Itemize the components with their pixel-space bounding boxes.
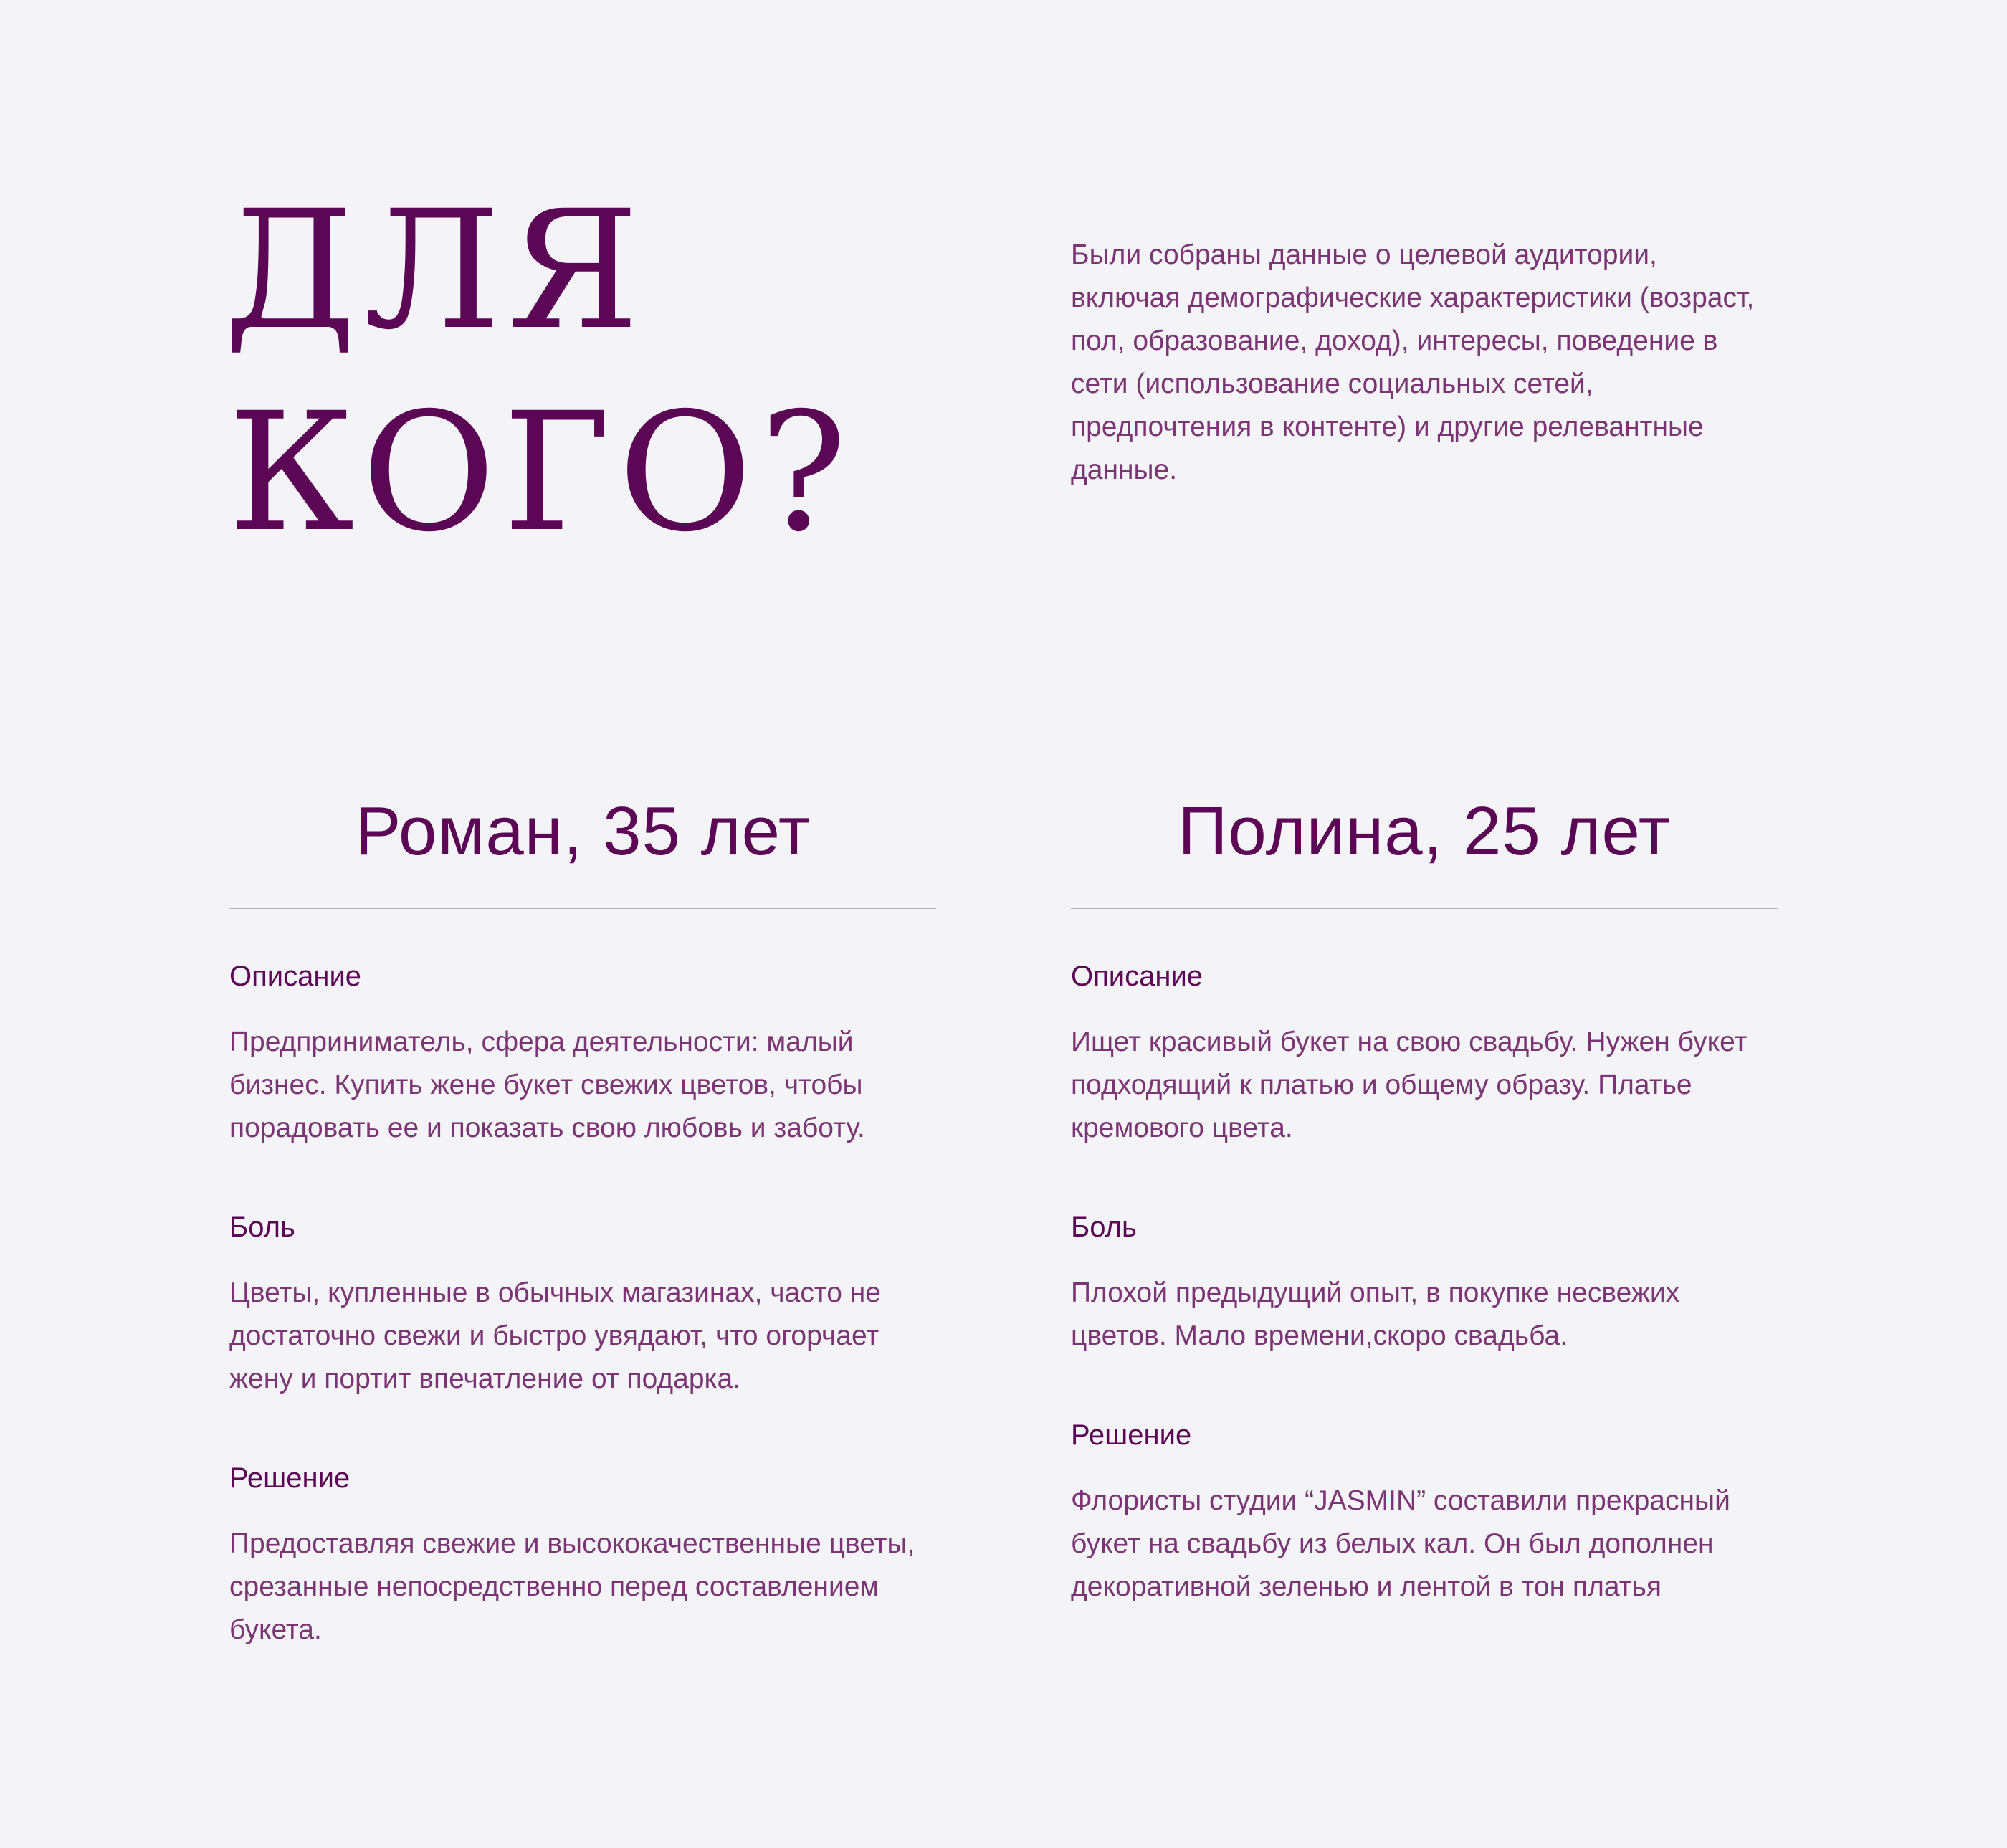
hero-title [224, 169, 854, 573]
section-text-solution: Предоставляя свежие и высококачественные цветы, срезанные непосредственно перед составлением букета. [229, 1528, 915, 1645]
persona-card-roman [229, 781, 936, 1652]
persona-sections [1071, 956, 1778, 1609]
section-text-description: Ищет красивый букет на свою свадьбу. Нужен букет подходящий к платью и общему образу. Платье кремового цвета. [1071, 1027, 1748, 1143]
section-label-pain: Боль [229, 1211, 295, 1243]
persona-card-polina [1071, 781, 1778, 1609]
intro-paragraph: Были собраны данные о целевой аудитории, включая демографические характеристики (возраст, пол, образование, доход), интересы, поведение в сети (использование социальных сетей, предпочтения в контенте) и другие релевантные данные. [1071, 239, 1755, 485]
section-label-description: Описание [229, 961, 362, 992]
section-label-solution: Решение [229, 1462, 351, 1494]
section-text-pain: Плохой предыдущий опыт, в покупке несвежих цветов. Мало времени,скоро свадьба. [1071, 1277, 1680, 1351]
section-text-solution: Флористы студии “JASMIN” составили прекрасный букет на свадьбу из белых кал. Он был дополнен декоративной зеленью и лентой в тон платья [1071, 1485, 1730, 1602]
section-label-solution: Решение [1071, 1419, 1192, 1451]
persona-divider [1071, 908, 1778, 909]
persona-divider [229, 908, 936, 909]
section-text-pain: Цветы, купленные в обычных магазинах, часто не достаточно свежи и быстро увядают, что огорчает жену и портит впечатление от подарка. [229, 1277, 881, 1394]
section-label-pain: Боль [1071, 1211, 1137, 1243]
persona-name: Полина, 25 лет [1178, 793, 1671, 870]
persona-sections [229, 956, 936, 1652]
hero-title-line-1: ДЛЯ [224, 175, 647, 366]
section-label-description: Описание [1071, 961, 1203, 992]
section-text-description: Предприниматель, сфера деятельности: малый бизнес. Купить жене букет свежих цветов, чтобы порадовать ее и показать свою любовь и заботу. [229, 1027, 865, 1143]
persona-name: Роман, 35 лет [355, 793, 811, 870]
hero-title-line-2: КОГО? [228, 377, 854, 568]
